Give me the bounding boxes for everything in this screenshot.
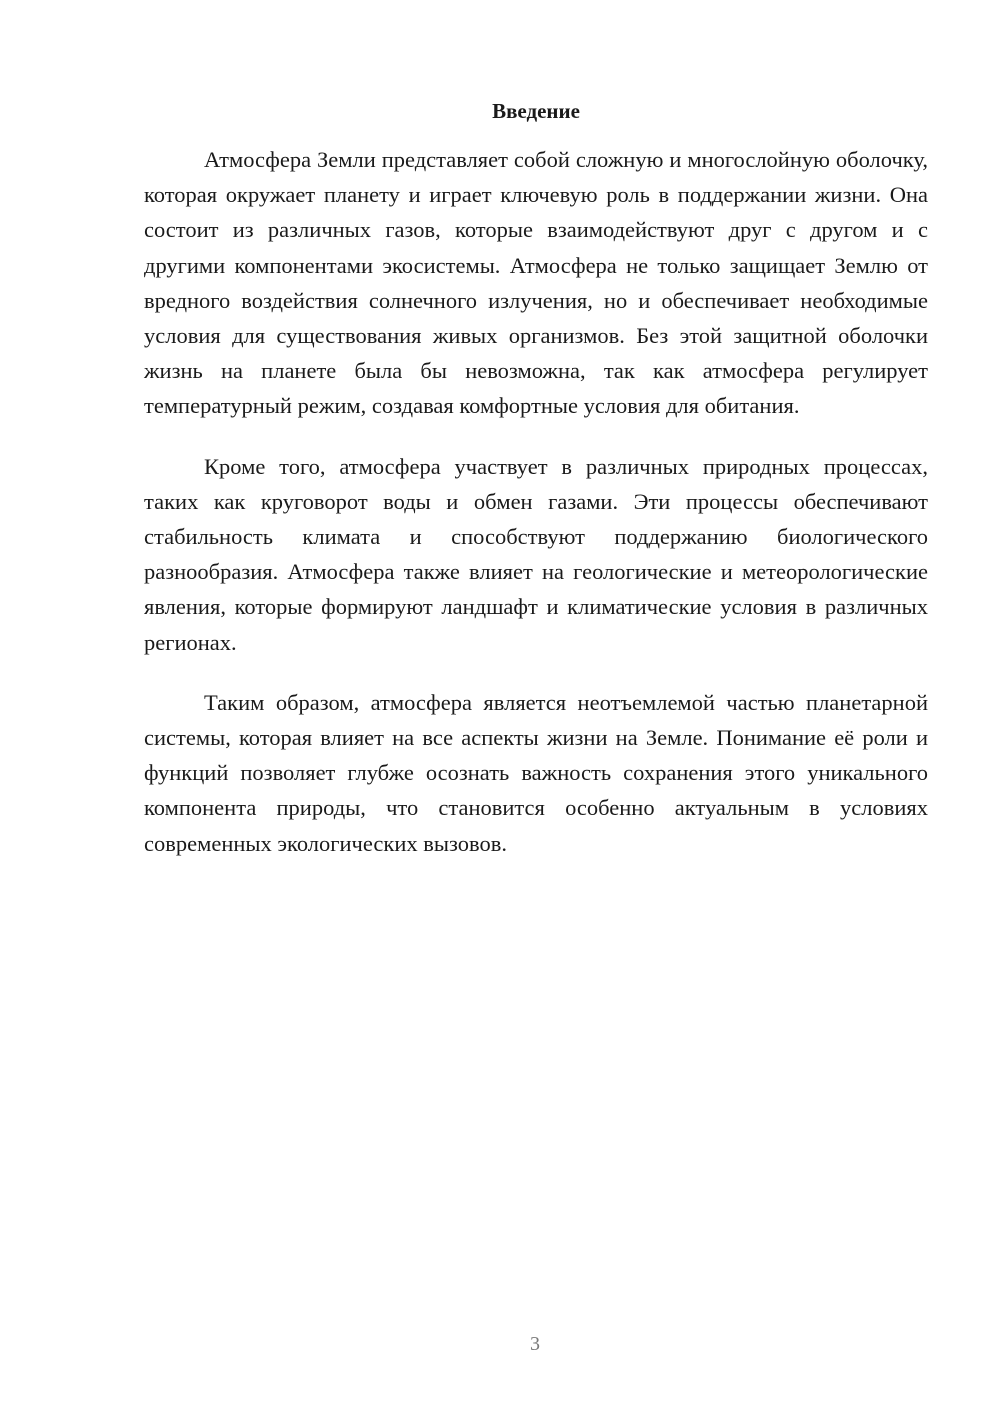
- paragraph-3: Таким образом, атмосфера является неотъемлемой частью планетарной системы, которая влияет на все аспекты жизни на Земле. Понимание её роли и функций позволяет глубже осознать важность сохранения этого уникального компонента природы, что становится особенно актуальным в условиях современных экологических вызовов.: [144, 689, 928, 856]
- section-heading: Введение: [492, 99, 580, 123]
- page-number: 3: [530, 1333, 540, 1355]
- paragraph-2: Кроме того, атмосфера участвует в различных природных процессах, таких как круговорот воды и обмен газами. Эти процессы обеспечивают стабильность климата и способствуют поддержанию биологического разнообразия. Атмосфера также влияет на геологические и метеорологические явления, которые формируют ландшафт и климатические условия в различных регионах.: [144, 453, 928, 655]
- paragraph-1: Атмосфера Земли представляет собой сложную и многослойную оболочку, которая окружает планету и играет ключевую роль в поддержании жизни. Она состоит из различных газов, которые взаимодействуют друг с другом и с другими компонентами экосистемы. Атмосфера не только защищает Землю от вредного воздействия солнечного излучения, но и обеспечивает необходимые условия для существования живых организмов. Без этой защитной оболочки жизнь на планете была бы невозможна, так как атмосфера регулирует температурный режим, создавая комфортные условия для обитания.: [144, 147, 928, 419]
- document-body: [144, 96, 928, 886]
